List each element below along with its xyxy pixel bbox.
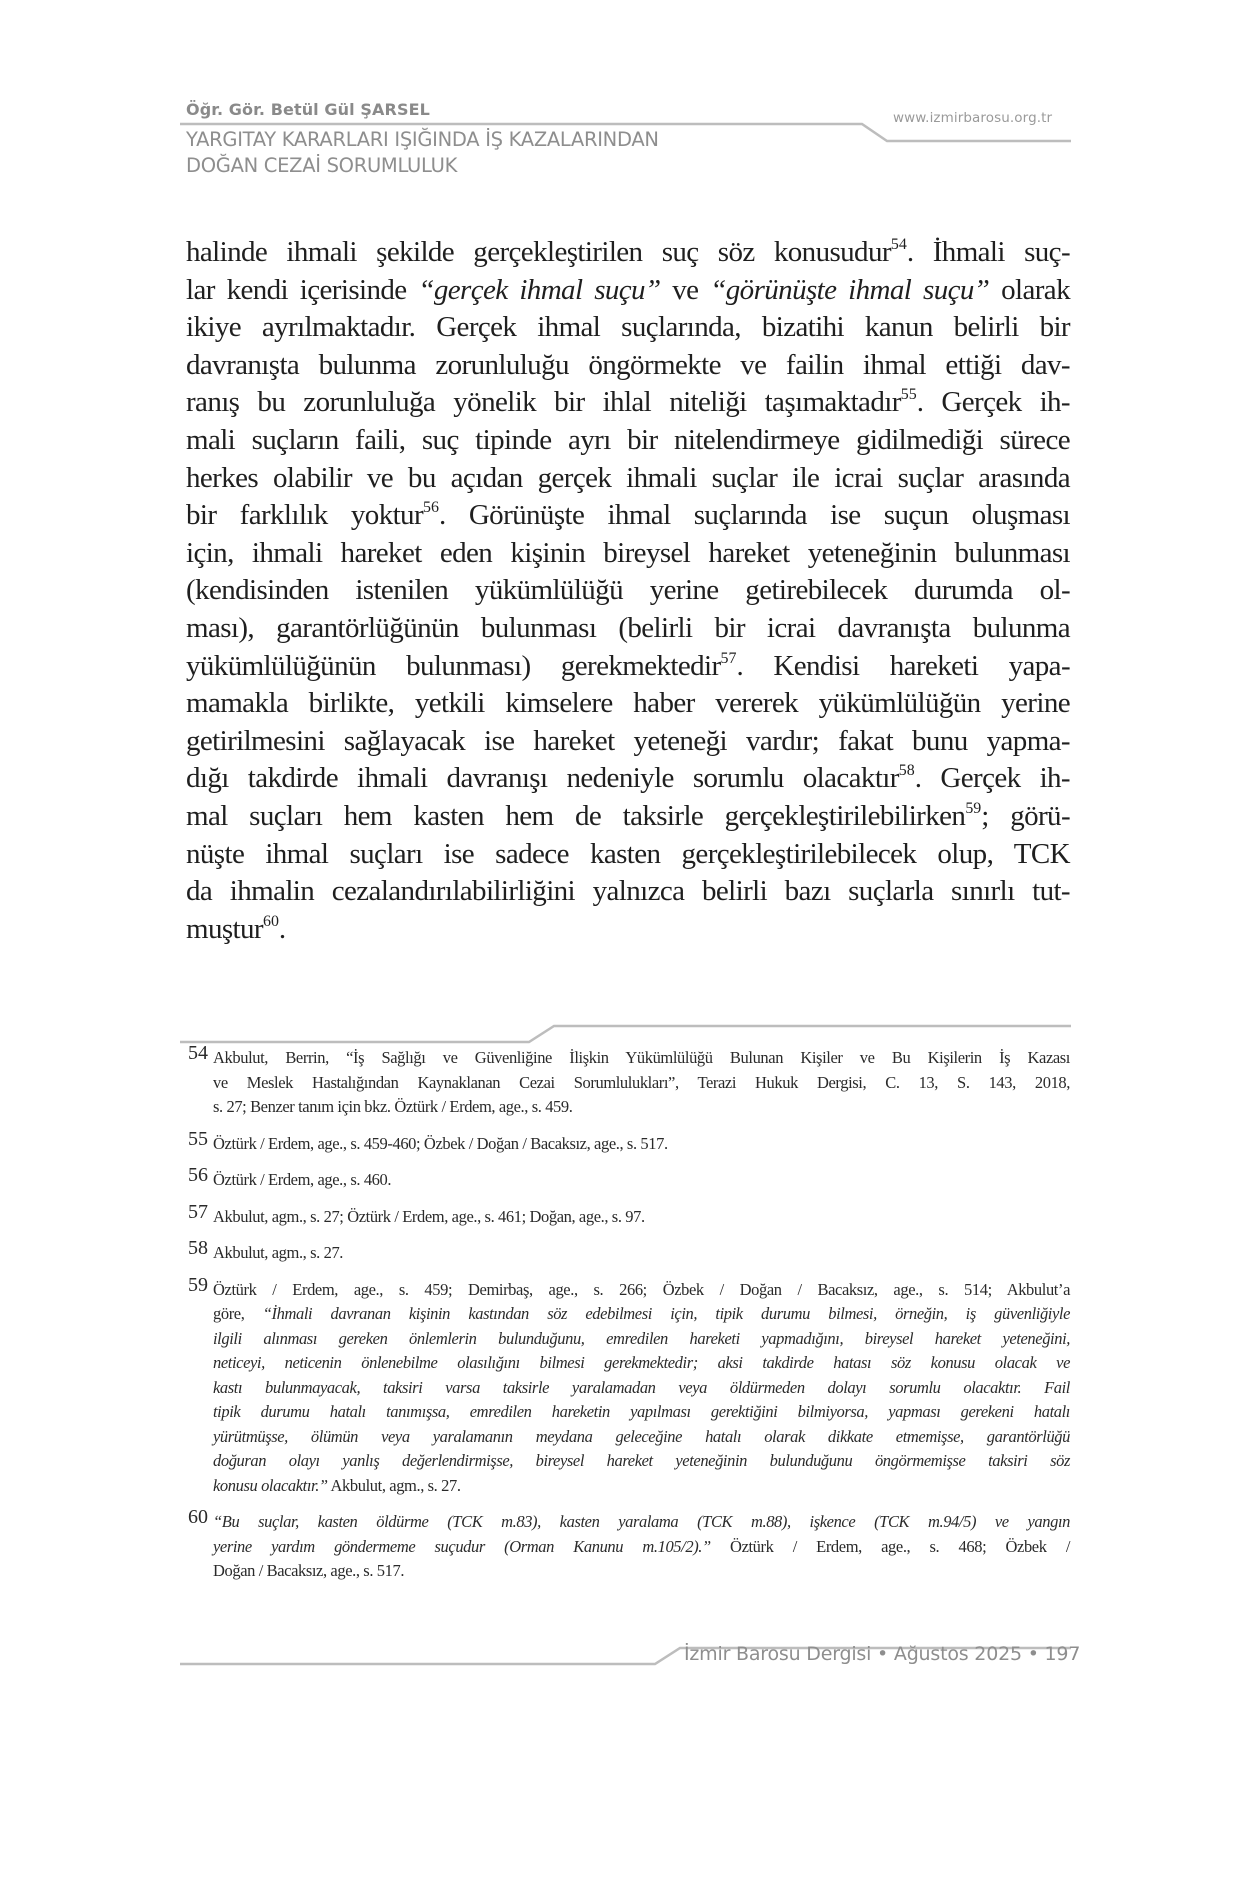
footnote-line bbox=[213, 1449, 1070, 1474]
italic-text: neticeyi, neticenin önlenebilme olasılığını bilmesi gerekmektedir; aksi takdirde hatası söz konusu olacak ve bbox=[213, 1353, 1070, 1372]
text-run: için, ihmali hareket eden kişinin bireysel hareket yeteneğinin bulunması bbox=[186, 536, 1070, 569]
text-run: . Görünüşte ihmal suçlarında ise suçun oluşması bbox=[438, 499, 1070, 532]
footnote-number: 56 bbox=[188, 1164, 208, 1186]
body-line bbox=[186, 610, 1070, 648]
body-line bbox=[186, 234, 1070, 272]
footnote-line bbox=[213, 1425, 1070, 1450]
footnote-reference[interactable]: 60 bbox=[262, 912, 279, 930]
text-run: Akbulut, agm., s. 27; Öztürk / Erdem, age., s. 461; Doğan, age., s. 97. bbox=[213, 1206, 645, 1226]
body-line bbox=[186, 460, 1070, 498]
footnote-line bbox=[213, 1132, 1070, 1157]
body-line bbox=[186, 384, 1070, 422]
footnote-59 bbox=[188, 1273, 1071, 1499]
text-run: ; görü- bbox=[981, 799, 1071, 832]
text-run: halinde ihmali şekilde gerçekleştirilen suç söz konusudur bbox=[186, 236, 891, 268]
header-website-url[interactable]: www.izmirbarosu.org.tr bbox=[893, 110, 1053, 126]
text-run: Öztürk / Erdem, age., s. 468; Özbek / bbox=[710, 1536, 1071, 1556]
header-title-line-2: DOĞAN CEZAİ SORUMLULUK bbox=[186, 154, 458, 177]
text-run: (kendisinden istenilen yükümlülüğü yerine getirebilecek durumda ol- bbox=[186, 574, 1070, 607]
text-run: . bbox=[278, 912, 286, 945]
italic-text: “görünüşte ihmal suçu” bbox=[710, 273, 990, 306]
footnote-line bbox=[213, 1278, 1070, 1303]
footnote-separator bbox=[180, 1026, 1071, 1042]
text-run: nüşte ihmal suçları ise sadece kasten gerçekleştirilebilecek olup, TCK bbox=[186, 837, 1070, 870]
text-run: Öztürk / Erdem, age., s. 459; Demirbaş, age., s. 266; Özbek / Doğan / Bacaksız, age., s. 514; Akbulut’a bbox=[213, 1279, 1070, 1299]
body-line bbox=[186, 572, 1070, 610]
body-line bbox=[186, 798, 1070, 836]
footnote-line bbox=[213, 1351, 1070, 1376]
footnote-reference[interactable]: 58 bbox=[898, 762, 915, 780]
body-line bbox=[186, 685, 1070, 723]
text-run: mali suçların faili, suç tipinde ayrı bir nitelendirmeye gidilmediği sürece bbox=[186, 423, 1070, 456]
footnote-line bbox=[213, 1071, 1070, 1096]
footnote-line bbox=[213, 1510, 1070, 1535]
footnote-56 bbox=[188, 1164, 1070, 1193]
text-run: . İhmali suç- bbox=[906, 236, 1070, 268]
footnote-number: 55 bbox=[188, 1127, 208, 1150]
footnote-line bbox=[213, 1400, 1070, 1425]
body-line bbox=[186, 272, 1070, 310]
footnote-line bbox=[213, 1205, 1070, 1230]
text-run: Öztürk / Erdem, age., s. 460. bbox=[213, 1170, 392, 1189]
footnote-line bbox=[213, 1168, 1070, 1193]
footnote-reference[interactable]: 55 bbox=[900, 386, 917, 404]
text-run: muştur bbox=[186, 912, 263, 945]
footnote-text bbox=[213, 1046, 1070, 1120]
text-run: . Gerçek ih- bbox=[916, 386, 1070, 419]
footnote-text bbox=[213, 1205, 1070, 1230]
body-line bbox=[186, 836, 1070, 874]
text-run: bir farklılık yoktur bbox=[186, 499, 424, 532]
body-paragraph bbox=[186, 234, 1070, 948]
text-run: mal suçları hem kasten hem de taksirle gerçekleştirilebilirken bbox=[186, 799, 966, 832]
text-run: göre, bbox=[213, 1304, 263, 1323]
italic-text: kastı bulunmayacak, taksiri varsa taksirle yaralamadan veya öldürmeden dolayı sorumlu olacaktır. Fail bbox=[213, 1377, 1070, 1397]
italic-text: tipik durumu hatalı tanımışsa, emredilen hareketin yapılması gerektiğini bilmiyorsa, yapması gerekeni hatalı bbox=[213, 1402, 1070, 1421]
footnote-reference[interactable]: 56 bbox=[423, 499, 439, 517]
body-line bbox=[186, 309, 1070, 347]
footnote-58 bbox=[188, 1237, 1070, 1266]
footnote-line bbox=[213, 1474, 1070, 1499]
footnote-text bbox=[213, 1278, 1070, 1499]
footnote-line bbox=[213, 1535, 1070, 1560]
footnote-reference[interactable]: 54 bbox=[890, 236, 907, 254]
text-run: herkes olabilir ve bu açıdan gerçek ihmali suçlar ile icrai suçlar arasında bbox=[186, 461, 1070, 494]
footnote-line bbox=[213, 1376, 1070, 1401]
footnote-line bbox=[213, 1327, 1070, 1352]
text-run: Öztürk / Erdem, age., s. 459-460; Özbek / Doğan / Bacaksız, age., s. 517. bbox=[213, 1133, 668, 1153]
header-title-line-1: YARGITAY KARARLARI IŞIĞINDA İŞ KAZALARINDAN bbox=[186, 128, 659, 151]
footnote-text bbox=[213, 1510, 1070, 1584]
footnote-line bbox=[213, 1095, 1070, 1120]
body-line bbox=[186, 873, 1070, 911]
footnote-line bbox=[213, 1302, 1070, 1327]
body-line bbox=[186, 760, 1070, 798]
body-line bbox=[186, 497, 1070, 535]
text-run: davranışta bulunma zorunluluğu öngörmekte ve failin ihmal ettiği dav- bbox=[186, 348, 1070, 381]
text-run: yükümlülüğünün bulunması) gerekmektedir bbox=[186, 649, 721, 682]
footnote-number: 59 bbox=[188, 1273, 208, 1296]
footnote-reference[interactable]: 59 bbox=[965, 799, 982, 817]
footer-journal-info: İzmir Barosu Dergisi • Ağustos 2025 • 197 bbox=[684, 1643, 1081, 1665]
text-run: olarak bbox=[989, 273, 1070, 306]
header-author: Öğr. Gör. Betül Gül ŞARSEL bbox=[186, 100, 430, 119]
footnote-57 bbox=[188, 1200, 1070, 1230]
text-run: ranış bu zorunluluğa yönelik bir ihlal niteliği taşımaktadır bbox=[186, 386, 901, 419]
text-run: lar kendi içerisinde bbox=[186, 273, 419, 306]
text-run: ve Meslek Hastalığından Kaynaklanan Cezai Sorumlulukları”, Terazi Hukuk Dergisi, C. 13, S. 143, 2018, bbox=[213, 1072, 1070, 1092]
footnote-60 bbox=[188, 1506, 1071, 1584]
footnote-54 bbox=[188, 1042, 1070, 1120]
italic-text: konusu olacaktır.” bbox=[213, 1475, 328, 1495]
italic-text: yerine yardım göndermeme suçudur (Orman Kanunu m.105/2).” bbox=[213, 1536, 711, 1556]
text-run: ması), garantörlüğünün bulunması (belirli bir icrai davranışta bulunma bbox=[186, 611, 1070, 644]
text-run: dığı takdirde ihmali davranışı nedeniyle sorumlu olacaktır bbox=[186, 762, 899, 795]
text-run: getirilmesini sağlayacak ise hareket yeteneği vardır; fakat bunu yapma- bbox=[186, 724, 1070, 757]
body-line bbox=[186, 347, 1070, 385]
body-line bbox=[186, 535, 1070, 573]
footnote-text bbox=[213, 1132, 1070, 1157]
body-line bbox=[186, 648, 1070, 686]
italic-text: “Bu suçlar, kasten öldürme (TCK m.83), kasten yaralama (TCK m.88), işkence (TCK m.94/5) ve yangın bbox=[213, 1512, 1070, 1531]
footnote-55 bbox=[188, 1127, 1070, 1157]
footnote-reference[interactable]: 57 bbox=[720, 649, 737, 667]
footnote-number: 60 bbox=[188, 1506, 208, 1528]
footnote-number: 57 bbox=[188, 1200, 208, 1223]
body-line bbox=[186, 911, 1070, 949]
text-run: . Kendisi hareketi yapa- bbox=[736, 649, 1071, 682]
text-run: . Gerçek ih- bbox=[914, 762, 1070, 795]
italic-text: ilgili alınması gereken önlemlerin bulunduğunu, emredilen hareketi yapmadığını, bireysel hareket yeteneğini, bbox=[213, 1328, 1070, 1348]
body-line bbox=[186, 723, 1070, 761]
footnote-line bbox=[213, 1046, 1070, 1071]
text-run: da ihmalin cezalandırılabilirliğini yalnızca belirli bazı suçlarla sınırlı tut- bbox=[186, 875, 1070, 908]
footnotes-section bbox=[188, 1042, 1071, 1596]
text-run: mamakla birlikte, yetkili kimselere haber vererek yükümlülüğün yerine bbox=[186, 687, 1070, 720]
italic-text: “İhmali davranan kişinin kastından söz edebilmesi için, tipik durumu bilmesi, örneğin, iş güvenliğiyle bbox=[262, 1304, 1071, 1323]
body-line bbox=[186, 422, 1070, 460]
footnote-number: 58 bbox=[188, 1237, 208, 1259]
italic-text: yürütmüşse, ölümün veya yaralamanın meydana geleceğine hatalı olarak dikkate etmemişse, garantörlüğü bbox=[213, 1426, 1070, 1446]
text-run: Akbulut, agm., s. 27. bbox=[327, 1475, 461, 1495]
footnote-line bbox=[213, 1241, 1070, 1266]
text-run: Akbulut, agm., s. 27. bbox=[213, 1243, 344, 1262]
text-run: ve bbox=[660, 273, 711, 306]
text-run: Doğan / Bacaksız, age., s. 517. bbox=[213, 1561, 405, 1580]
header-article-title bbox=[186, 127, 659, 179]
footnote-line bbox=[213, 1559, 1070, 1584]
italic-text: doğuran olayı yanlış değerlendirmişse, bireysel hareket yeteneğinin bulunduğunu öngörmemişse taksiri söz bbox=[213, 1451, 1070, 1470]
text-run: s. 27; Benzer tanım için bkz. Öztürk / Erdem, age., s. 459. bbox=[213, 1097, 573, 1116]
text-run: Akbulut, Berrin, “İş Sağlığı ve Güvenliğine İlişkin Yükümlülüğü Bulunan Kişiler ve Bu Kişilerin İş Kazası bbox=[213, 1048, 1070, 1067]
footnote-number: 54 bbox=[188, 1042, 208, 1064]
italic-text: “gerçek ihmal suçu” bbox=[418, 273, 661, 306]
footnote-text bbox=[213, 1168, 1070, 1193]
text-run: ikiye ayrılmaktadır. Gerçek ihmal suçlarında, bizatihi kanun belirli bir bbox=[186, 311, 1070, 344]
footnote-text bbox=[213, 1241, 1070, 1266]
